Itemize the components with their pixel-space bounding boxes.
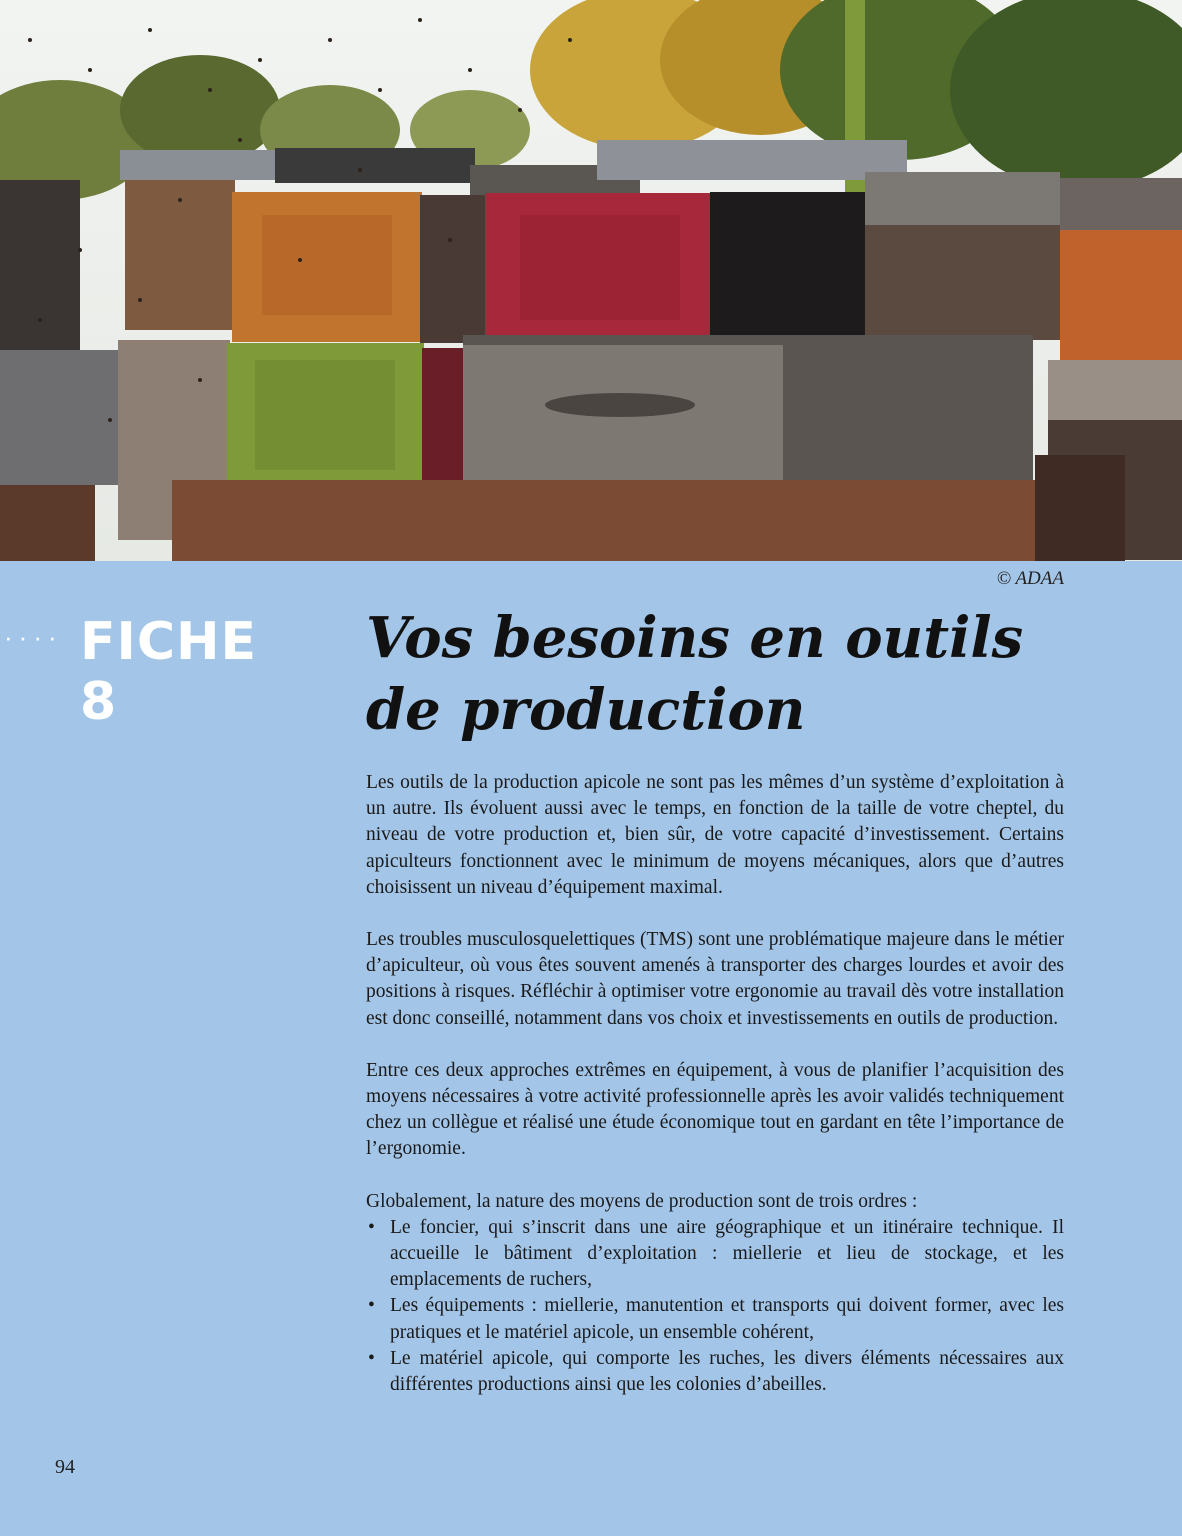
- bullet-list: [366, 1215, 1064, 1398]
- body-text: [366, 770, 1064, 1398]
- list-item: [366, 1215, 1064, 1294]
- list-item: [366, 1293, 1064, 1345]
- paragraph-1: Les outils de la production apicole ne sont pas les mêmes d’un système d’exploitation à un autre. Ils évoluent aussi avec le temps, en fonction de la taille de votre cheptel, du niveau de votre production et, bien sûr, de votre capacité d’investissement. Certains apiculteurs fonctionnent avec le minimum de moyens mécaniques, alors que d’autres choisissent un niveau d’équipement maximal.: [366, 772, 1064, 898]
- list-item-text: Le matériel apicole, qui comporte les ruches, les divers éléments nécessaires aux différentes productions ainsi que les colonies d’abeilles.: [390, 1347, 1064, 1396]
- bullet-icon: •: [368, 1216, 375, 1238]
- fiche-label: FICHE 8: [80, 612, 258, 732]
- bullet-icon: •: [368, 1347, 375, 1369]
- header-photo-beehives: [0, 0, 1182, 561]
- list-intro: Globalement, la nature des moyens de production sont de trois ordres :: [366, 1190, 918, 1212]
- list-item: [366, 1346, 1064, 1398]
- bullet-icon: •: [368, 1295, 375, 1317]
- page-title: Vos besoins en outils de production: [366, 605, 1024, 743]
- paragraph-3: Entre ces deux approches extrêmes en équipement, à vous de planifier l’acquisition des moyens nécessaires à votre activité professionnelle après les avoir validés techniquement chez un collègue et réalisé une étude économique tout en gardant en tête l’importance de l’ergonomie.: [366, 1059, 1064, 1160]
- list-item-text: Les équipements : miellerie, manutention et transports qui doivent former, avec les pratiques et le matériel apicole, un ensemble cohérent,: [390, 1295, 1064, 1343]
- list-item-text: Le foncier, qui s’inscrit dans une aire géographique et un itinéraire technique. Il accueille le bâtiment d’exploitation : miellerie et lieu de stockage, et les emplacements de ruchers,: [390, 1216, 1064, 1291]
- paragraph-2: Les troubles musculosquelettiques (TMS) sont une problématique majeure dans le métier d’apiculteur, où vous êtes souvent amenés à transporter des charges lourdes et avoir des positions à risques. Réfléchir à optimiser votre ergonomie au travail dès votre installation est donc conseillé, notamment dans vos choix et investissements en outils de production.: [366, 929, 1064, 1029]
- fiche-dots: ····: [4, 622, 63, 652]
- photo-credit: © ADAA: [996, 568, 1064, 589]
- page-number: 94: [55, 1456, 75, 1478]
- beehives-illustration: [0, 0, 1182, 561]
- fiche-heading: [0, 612, 310, 732]
